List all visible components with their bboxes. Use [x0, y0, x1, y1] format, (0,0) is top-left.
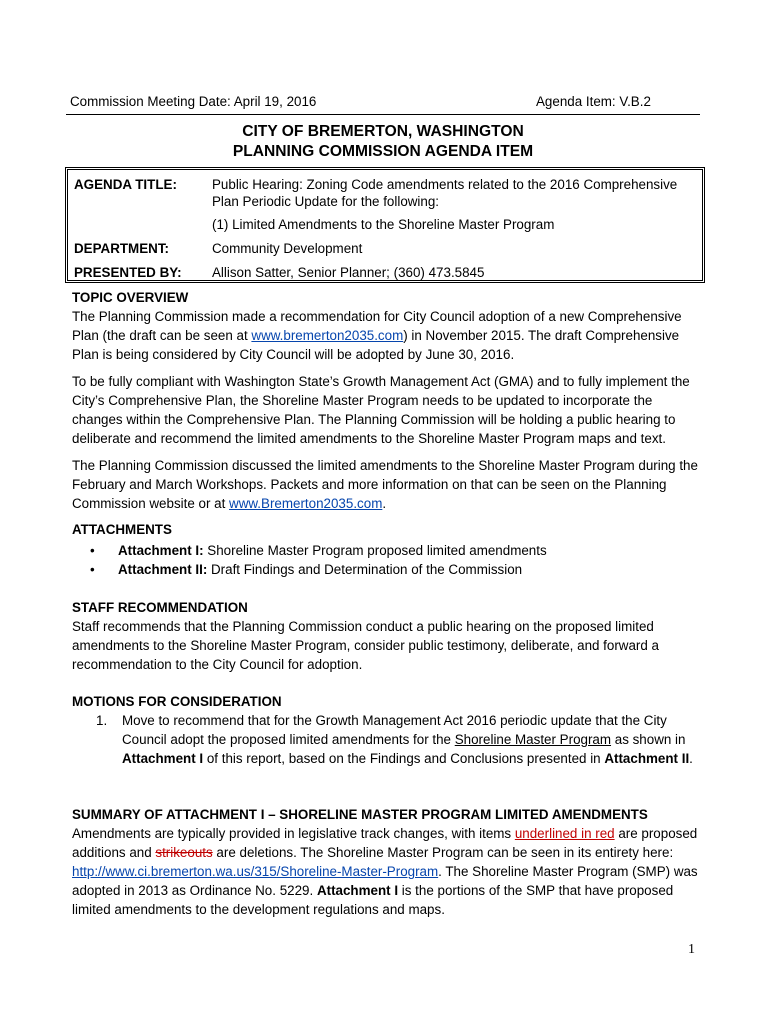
- topic-p1-text-end: ) in November 2015. The draft Comprehensive Plan is being considered by City Council will be adopted by June 30, 2016.: [72, 328, 680, 362]
- topic-p1-text: The Planning Commission made a recommendation for City Council adoption of a new Comprehensive Plan (the draft can be seen at: [72, 309, 682, 343]
- shoreline-master-program-link[interactable]: http://www.ci.bremerton.wa.us/315/Shoreline-Master-Program: [72, 864, 439, 879]
- department-value: Community Development: [212, 241, 363, 256]
- attachment-i-bold: Attachment I: [316, 883, 399, 898]
- staff-recommendation-section: [72, 598, 702, 674]
- topic-overview-heading: TOPIC OVERVIEW: [72, 290, 189, 305]
- title-line-2: PLANNING COMMISSION AGENDA ITEM: [232, 143, 534, 160]
- agenda-title-sub: (1) Limited Amendments to the Shoreline Master Program: [212, 217, 555, 232]
- bremerton2035-link[interactable]: www.bremerton2035.com: [251, 328, 404, 343]
- topic-p3-text-end: .: [382, 496, 387, 511]
- attachment-2-text: Draft Findings and Determination of the Commission: [207, 562, 523, 577]
- meeting-date: Commission Meeting Date: April 19, 2016: [70, 94, 317, 109]
- motions-heading: MOTIONS FOR CONSIDERATION: [72, 694, 282, 709]
- motion-item-1: [96, 711, 696, 768]
- attachment-1-text: Shoreline Master Program proposed limited amendments: [203, 543, 547, 558]
- list-item: [90, 541, 547, 560]
- underlined-in-red-sample: underlined in red: [514, 826, 615, 841]
- topic-p3-text: The Planning Commission discussed the limited amendments to the Shoreline Master Program during the February and March Workshops. Packets and more information on that can be seen on the Planning Commission website or at: [72, 458, 698, 511]
- department-label: DEPARTMENT:: [74, 241, 169, 256]
- attachment-2-label: Attachment II:: [118, 562, 208, 577]
- title-line-1: CITY OF BREMERTON, WASHINGTON: [242, 123, 524, 140]
- bullet-icon: •: [90, 543, 95, 558]
- strikeouts-sample: strikeouts: [155, 845, 213, 860]
- summary-text: Amendments are typically provided in legislative track changes, with items underlined in red are proposed additions and strikeouts are deletions. The Shoreline Master Program can be seen in its entirety here: http://www.ci.bremerton.wa.us/315/Shoreline-Master-Program. The Shoreline Master Program (SMP) was adopted in 2013 as Ordinance No. 5229. Attachment I is the portions of the SMP that have proposed limited amendments to the development regulations and maps.: [72, 826, 698, 917]
- topic-paragraph-3: [72, 456, 702, 513]
- smp-underlined: Shoreline Master Program: [454, 732, 612, 747]
- presented-by-value: Allison Satter, Senior Planner; (360) 473.5845: [212, 265, 485, 280]
- bremerton2035-website-link[interactable]: www.Bremerton2035.com: [229, 496, 383, 511]
- page-number: 1: [688, 942, 695, 957]
- attachments-heading-wrap: [72, 520, 702, 539]
- presented-by-label: PRESENTED BY:: [74, 265, 182, 280]
- bullet-icon: •: [90, 562, 95, 577]
- staff-recommendation-text: Staff recommends that the Planning Commission conduct a public hearing on the proposed limited amendments to the Shoreline Master Program, consider public testimony, deliberate, and forward a recommendation to the City Council for adoption.: [72, 619, 660, 672]
- agenda-info-box: [65, 167, 705, 283]
- summary-heading: SUMMARY OF ATTACHMENT I – SHORELINE MASTER PROGRAM LIMITED AMENDMENTS: [72, 807, 648, 822]
- agenda-title-label: AGENDA TITLE:: [74, 177, 177, 192]
- attachments-list: [90, 541, 547, 579]
- attachment-ii-ref: Attachment II: [604, 751, 690, 766]
- list-item: [90, 560, 547, 579]
- agenda-title-value: Public Hearing: Zoning Code amendments related to the 2016 Comprehensive Plan Periodic Update for the following:: [212, 177, 678, 209]
- motions-heading-wrap: [72, 692, 702, 711]
- page-title: [66, 122, 700, 162]
- attachments-heading: ATTACHMENTS: [72, 522, 172, 537]
- summary-section: [72, 805, 702, 919]
- attachment-1-label: Attachment I:: [118, 543, 204, 558]
- motion-number: 1.: [96, 713, 108, 728]
- topic-paragraph-1: [72, 307, 702, 364]
- staff-recommendation-heading: STAFF RECOMMENDATION: [72, 600, 248, 615]
- topic-overview-section: [72, 288, 702, 513]
- agenda-item-number: Agenda Item: V.B.2: [536, 94, 651, 109]
- motion-text: Move to recommend that for the Growth Management Act 2016 periodic update that the City Council adopt the proposed limited amendments for the Shoreline Master Program as shown in Attachment I of this report, based on the Findings and Conclusions presented in Attachment II.: [122, 713, 693, 766]
- header-line: [66, 94, 700, 115]
- attachment-i-ref: Attachment I: [122, 751, 204, 766]
- topic-paragraph-2: To be fully compliant with Washington State’s Growth Management Act (GMA) and to fully implement the City’s Comprehensive Plan, the Shoreline Master Program needs to be updated to incorporate the changes within the Comprehensive Plan. The Planning Commission will be holding a public hearing to deliberate and recommend the limited amendments to the Shoreline Master Program maps and text.: [72, 374, 690, 446]
